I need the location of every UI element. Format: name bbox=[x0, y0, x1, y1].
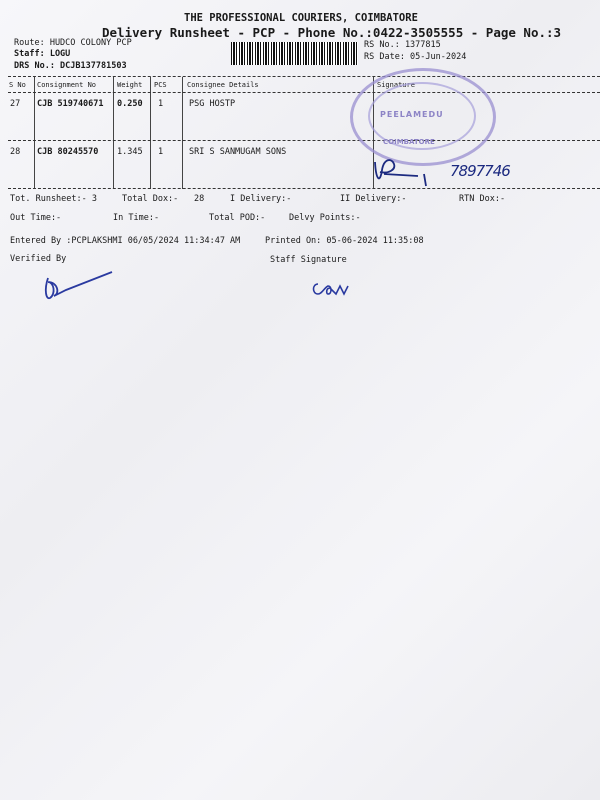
company-title: THE PROFESSIONAL COURIERS, COIMBATORE bbox=[184, 12, 418, 24]
rtn-dox: RTN Dox:- bbox=[459, 194, 506, 204]
barcode bbox=[231, 42, 358, 65]
total-dox-label: Total Dox:- bbox=[122, 194, 179, 204]
col-divider bbox=[150, 77, 151, 189]
staff: Staff: LOGU bbox=[14, 49, 71, 59]
col-divider bbox=[34, 77, 35, 189]
i-delivery: I Delivery:- bbox=[230, 194, 292, 204]
handwritten-note: 7897746 bbox=[450, 162, 510, 180]
runsheet-title: Delivery Runsheet - PCP - Phone No.:0422-3505555 - Page No.:3 bbox=[102, 25, 562, 40]
col-header-signature: Signature bbox=[377, 81, 415, 89]
tot-runsheet: Tot. Runsheet:- 3 bbox=[10, 194, 97, 204]
col-divider bbox=[113, 77, 114, 189]
verifier-signature bbox=[40, 268, 120, 308]
col-divider bbox=[182, 77, 183, 189]
out-time: Out Time:- bbox=[10, 213, 62, 223]
row-weight: 1.345 bbox=[117, 147, 143, 157]
header-rule bbox=[8, 92, 600, 93]
col-header-weight: Weight bbox=[117, 81, 143, 89]
row-sno: 27 bbox=[10, 99, 21, 109]
row-consignee: SRI S SANMUGAM SONS bbox=[189, 147, 287, 157]
printed-on: Printed On: 05-06-2024 11:35:08 bbox=[265, 236, 424, 246]
total-pod: Total POD:- bbox=[209, 213, 266, 223]
col-header-sno: S No bbox=[9, 81, 26, 89]
ii-delivery: II Delivery:- bbox=[340, 194, 407, 204]
col-header-consignment: Consignment No bbox=[37, 81, 97, 89]
stamp-city: COIMBATORE bbox=[383, 138, 435, 146]
delvy-points: Delvy Points:- bbox=[289, 213, 361, 223]
verified-by-label: Verified By bbox=[10, 254, 67, 264]
entered-by: Entered By :PCPLAKSHMI 06/05/2024 11:34:47 AM bbox=[10, 236, 241, 246]
row-consignment: CJB 80245570 bbox=[37, 147, 99, 157]
row-pcs: 1 bbox=[158, 147, 164, 157]
row-rule bbox=[8, 140, 600, 141]
drs-number: DRS No.: DCJB137781503 bbox=[14, 61, 127, 71]
rs-date: RS Date: 05-Jun-2024 bbox=[364, 52, 467, 62]
table-top-rule bbox=[8, 76, 600, 77]
row-consignment: CJB 519740671 bbox=[37, 99, 104, 109]
row-sno: 28 bbox=[10, 147, 21, 157]
total-dox-value: 28 bbox=[194, 194, 205, 204]
in-time: In Time:- bbox=[113, 213, 160, 223]
staff-signature-label: Staff Signature bbox=[270, 255, 347, 265]
col-header-consignee: Consignee Details bbox=[187, 81, 259, 89]
row-weight: 0.250 bbox=[117, 99, 143, 109]
route: Route: HUDCO COLONY PCP bbox=[14, 38, 132, 48]
row-pcs: 1 bbox=[158, 99, 164, 109]
stamp-text: PEELAMEDU bbox=[380, 110, 444, 119]
staff-signature bbox=[308, 270, 358, 300]
col-header-pcs: PCS bbox=[154, 81, 167, 89]
rs-number: RS No.: 1377815 bbox=[364, 40, 441, 50]
table-bottom-rule bbox=[8, 188, 600, 189]
row-consignee: PSG HOSTP bbox=[189, 99, 236, 109]
